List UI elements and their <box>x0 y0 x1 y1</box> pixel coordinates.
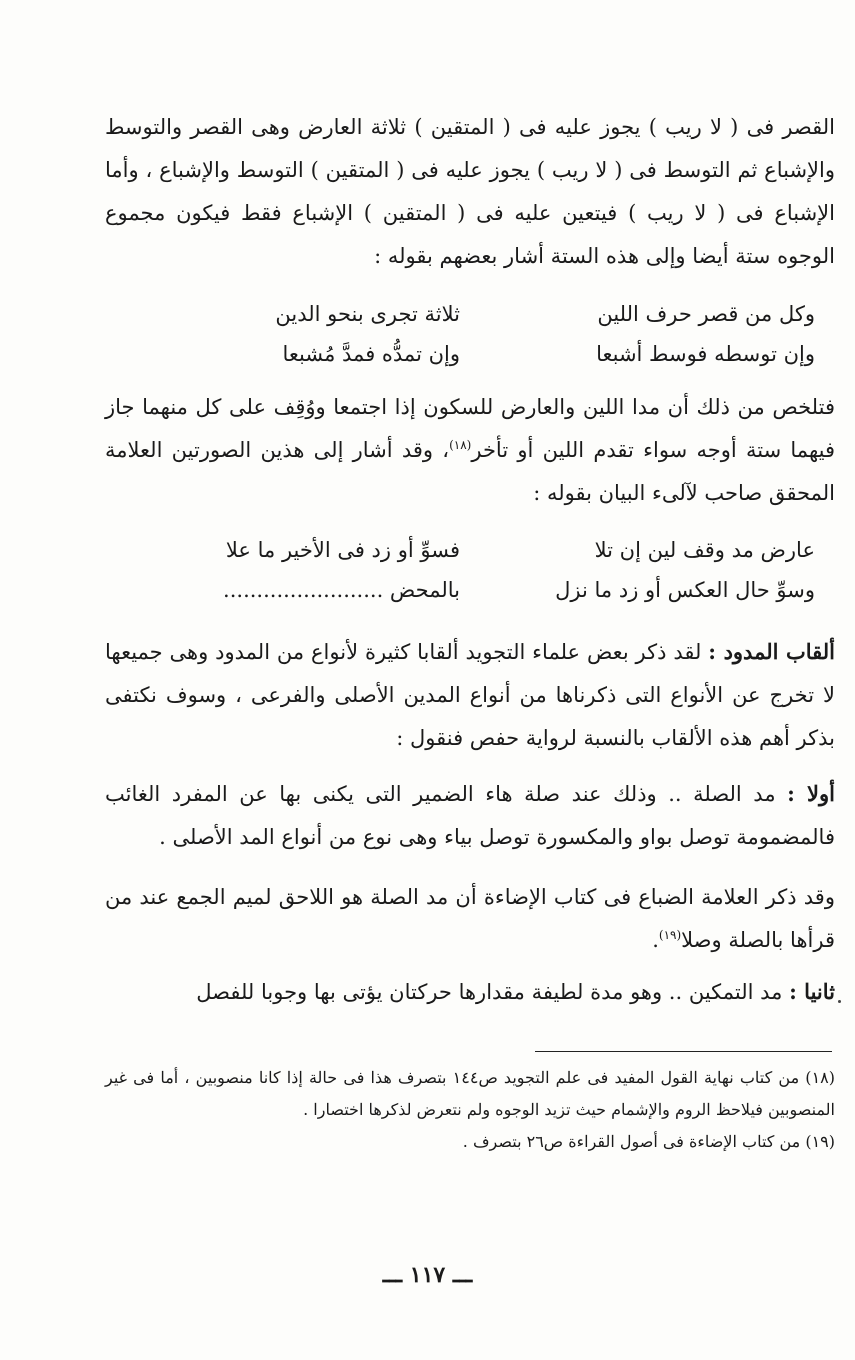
verse-line <box>105 342 835 382</box>
item-heading-first: أولا : <box>787 781 836 806</box>
footnote-ref-18[interactable]: (١٨) <box>449 438 472 452</box>
paragraph-5 <box>105 876 835 962</box>
paragraph-3-text <box>105 630 835 760</box>
paragraph-2 <box>105 386 835 515</box>
verse-block-2 <box>105 538 835 618</box>
paragraph-4-text <box>105 772 835 859</box>
paragraph-1-text: القصر فى ( لا ريب ) يجوز عليه فى ( المتقين ) ثلاثة العارض وهى القصر والتوسط والإشباع ثم التوسط فى ( لا ريب ) يجوز عليه فى ( المتقين ) التوسط والإشباع ، وأما الإشباع فى ( لا ريب ) فيتعين عليه فى ( المتقين ) الإشباع فقط فيكون مجموع الوجوه ستة أيضا وإلى هذه الستة أشار بعضهم بقوله : <box>105 115 835 268</box>
verse-line <box>105 578 835 618</box>
footnote-separator <box>535 1051 832 1052</box>
section-heading-titles-of-madd: ألقاب المدود : <box>708 639 835 664</box>
footnote-19: (١٩) من كتاب الإضاءة فى أصول القراءة ص٢٦ بتصرف . <box>462 1132 835 1151</box>
paragraph-1 <box>105 106 835 278</box>
paragraph-6-text <box>105 970 835 1014</box>
verse-second-hemistich: وإن تمدُّه فمدَّ مُشبعا <box>282 342 460 366</box>
item-heading-second: ثانيا : <box>789 979 835 1004</box>
verse-first-hemistich: عارض مد وقف لين إن تلا <box>594 538 815 562</box>
verse-first-hemistich: وسوِّ حال العكس أو زد ما نزل <box>555 578 815 602</box>
verse-block-1 <box>105 302 835 382</box>
margin-dot <box>838 1000 841 1003</box>
verse-second-hemistich: ثلاثة تجرى بنحو الدين <box>275 302 460 326</box>
paragraph-5-part-a: وقد ذكر العلامة الضباع فى كتاب الإضاءة أن مد الصلة هو اللاحق لميم الجمع عند من قرأها بالصلة وصلا <box>105 885 835 952</box>
footnote-18: (١٨) من كتاب نهاية القول المفيد فى علم التجويد ص١٤٤ بتصرف هذا فى حالة إذا كانا منصوبين ، أما فى غير المنصوبين فيلاحظ الروم والإشمام حيث تزيد الوجوه ولم نتعرض لذكرها اختصارا . <box>105 1068 835 1119</box>
paragraph-2-part-a: فتلخص من ذلك أن مدا اللين والعارض للسكون إذا اجتمعا ووُقِف على كل منهما جاز فيهما ستة أوجه سواء تقدم اللين أو تأخر <box>105 395 836 462</box>
paragraph-2-text <box>105 386 835 515</box>
verse-first-hemistich: وإن توسطه فوسط أشبعا <box>596 342 815 366</box>
paragraph-6 <box>105 970 835 1014</box>
paragraph-3 <box>105 630 835 760</box>
paragraph-3-body: لقد ذكر بعض علماء التجويد ألقابا كثيرة لأنواع من المدود وهى جميعها لا تخرج عن الأنواع التى ذكرناها من أنواع المدين الأصلى والفرعى ، وسوف نكتفى بذكر أهم هذه الألقاب بالنسبة لرواية حفص فنقول : <box>105 640 835 750</box>
paragraph-5-part-b: . <box>652 928 659 952</box>
verse-line <box>105 538 835 578</box>
verse-line <box>105 302 835 342</box>
footnote-ref-19[interactable]: (١٩) <box>658 928 682 942</box>
footnotes <box>105 1062 835 1158</box>
page-number: ـــ ١١٧ ـــ <box>382 1262 473 1288</box>
paragraph-2-part-b: ، وقد أشار إلى هذين الصورتين العلامة المحقق صاحب لآلىء البيان بقوله : <box>105 438 835 505</box>
verse-first-hemistich: وكل من قصر حرف اللين <box>597 302 815 326</box>
paragraph-4-body: مد الصلة .. وذلك عند صلة هاء الضمير التى يكنى بها عن المفرد الغائب فالمضمومة توصل بواو والمكسورة توصل بياء وهى نوع من أنواع المد الأصلى . <box>105 782 835 849</box>
paragraph-4 <box>105 772 835 859</box>
paragraph-5-text <box>105 876 835 962</box>
paragraph-6-body: مد التمكين .. وهو مدة لطيفة مقدارها حركتان يؤتى بها وجوبا للفصل <box>196 980 783 1004</box>
verse-second-hemistich: فسوِّ أو زد فى الأخير ما علا <box>225 538 460 562</box>
verse-second-hemistich: بالمحض ........................ <box>223 578 460 602</box>
